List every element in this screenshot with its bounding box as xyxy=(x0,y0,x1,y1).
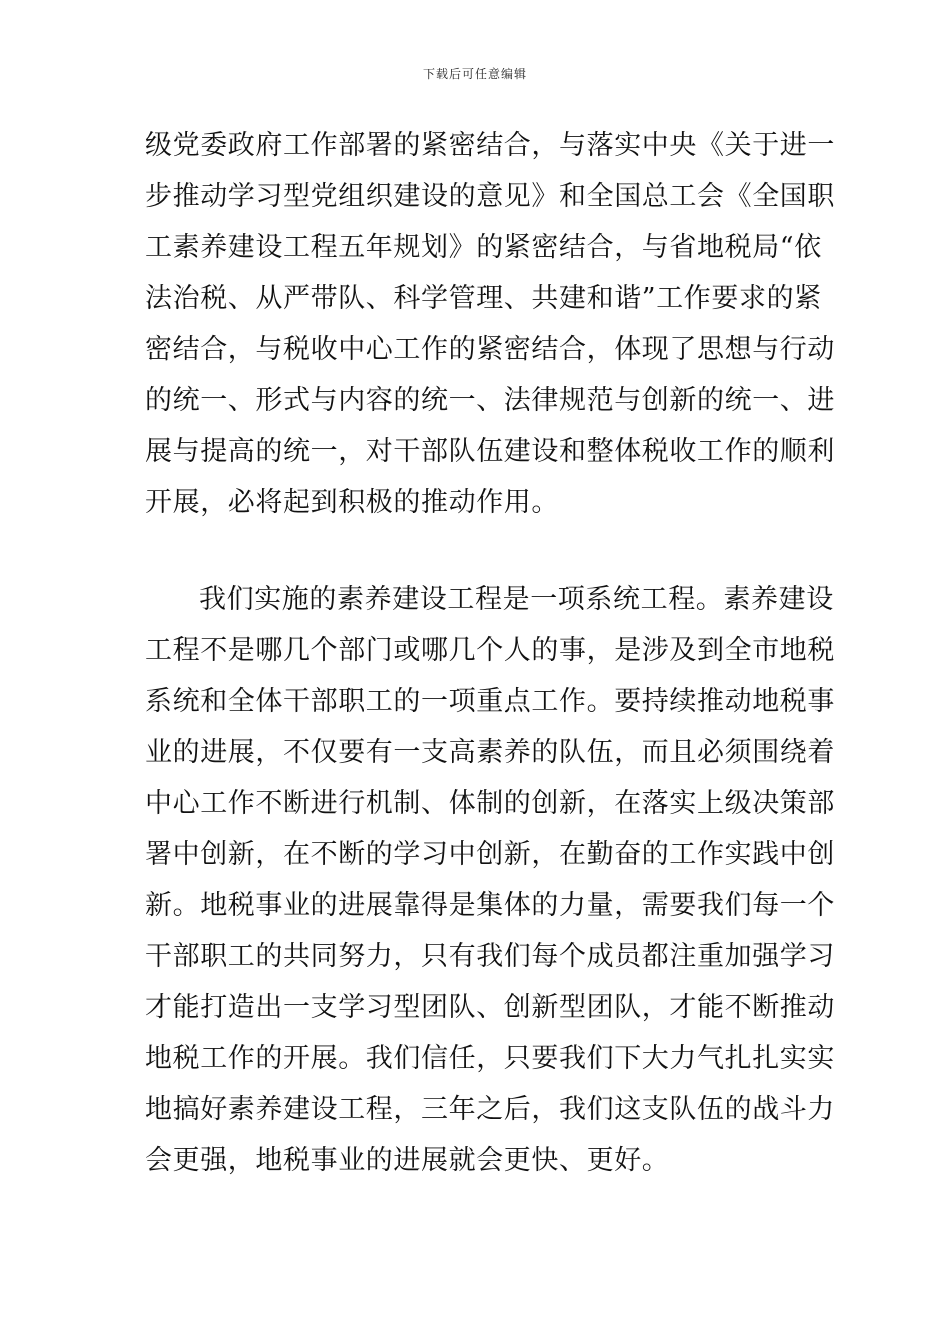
text-line: 法治税、从严带队、科学管理、共建和谐”工作要求的紧 xyxy=(145,283,822,314)
text-line: 展与提高的统一，对干部队伍建设和整体税收工作的顺利 xyxy=(145,436,835,467)
text-line: 地税工作的开展。我们信任，只要我们下大力气扎扎实实 xyxy=(145,1043,835,1074)
text-line: 业的进展，不仅要有一支高素养的队伍，而且必须围绕着 xyxy=(145,737,835,768)
text-line: 中心工作不断进行机制、体制的创新，在落实上级决策部 xyxy=(145,788,835,819)
text-line: 我们实施的素养建设工程是一项系统工程。素养建设 xyxy=(199,584,834,615)
paragraph-1 xyxy=(145,120,835,528)
text-line: 工程不是哪几个部门或哪几个人的事，是涉及到全市地税 xyxy=(145,635,835,666)
text-line: 署中创新，在不断的学习中创新，在勤奋的工作实践中创 xyxy=(145,839,835,870)
text-line: 系统和全体干部职工的一项重点工作。要持续推动地税事 xyxy=(145,686,835,717)
text-line: 会更强，地税事业的进展就会更快、更好。 xyxy=(145,1145,670,1176)
text-line: 密结合，与税收中心工作的紧密结合，体现了思想与行动 xyxy=(145,334,835,365)
page-header: 下载后可任意编辑 xyxy=(422,67,527,81)
text-line: 干部职工的共同努力，只有我们每个成员都注重加强学习 xyxy=(145,941,835,972)
text-line: 步推动学习型党组织建设的意见》和全国总工会《全国职 xyxy=(145,181,835,212)
text-line: 开展，必将起到积极的推动作用。 xyxy=(145,487,559,518)
text-line: 的统一、形式与内容的统一、法律规范与创新的统一、进 xyxy=(145,385,835,416)
text-line: 工素养建设工程五年规划》的紧密结合，与省地税局“依 xyxy=(145,232,822,263)
text-line: 才能打造出一支学习型团队、创新型团队，才能不断推动 xyxy=(145,992,835,1023)
text-line: 新。地税事业的进展靠得是集体的力量，需要我们每一个 xyxy=(145,890,835,921)
text-line: 地搞好素养建设工程，三年之后，我们这支队伍的战斗力 xyxy=(145,1094,835,1125)
paragraph-2 xyxy=(145,574,835,1186)
text-line: 级党委政府工作部署的紧密结合，与落实中央《关于进一 xyxy=(145,130,835,161)
